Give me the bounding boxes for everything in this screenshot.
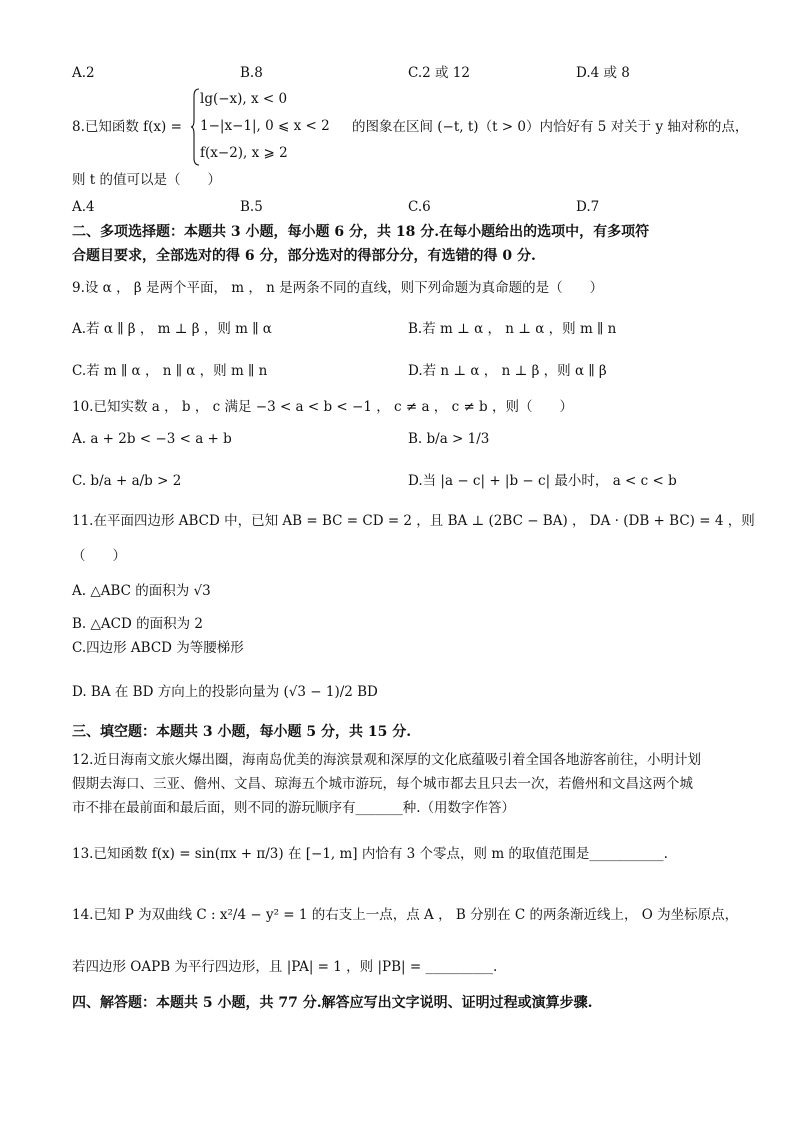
q8-line2: 则 t 的值可以是（ ） (72, 172, 222, 188)
q7-option-a: A.2 (72, 65, 95, 81)
q9-stem: 9.设 α ， β 是两个平面， m ， n 是两条不同的直线，则下列命题为真命题的是（ ） (72, 280, 604, 296)
q7-option-b: B.8 (240, 65, 263, 81)
q9-option-b: B.若 m ⊥ α ， n ⊥ α ，则 m ∥ n (408, 321, 617, 337)
q10-option-b: B. b/a > 1/3 (408, 431, 490, 447)
q8-option-d: D.7 (576, 199, 600, 215)
q9-option-c: C.若 m ∥ α ， n ∥ α ，则 m ∥ n (72, 363, 268, 379)
q8-piece-2: 1−|x−1|, 0 ⩽ x < 2 (200, 118, 330, 134)
q7-option-d: D.4 或 8 (576, 65, 630, 81)
section2-heading-line2: 合题目要求，全部选对的得 6 分，部分选对的得部分分，有选错的得 0 分. (72, 248, 536, 264)
q11-stem: 11.在平面四边形 ABCD 中，已知 AB = BC = CD = 2 ，且 BA ⊥ (2BC − BA) ， DA · (DB + BC) = 4 ，则 (72, 513, 755, 529)
section3-heading: 三、填空题：本题共 3 小题，每小题 5 分，共 15 分. (72, 724, 412, 740)
q11-paren: （ ） (72, 548, 126, 564)
q11-option-c: C.四边形 ABCD 为等腰梯形 (72, 640, 244, 656)
q8-piece-1: lg(−x), x < 0 (200, 91, 288, 107)
q8-suffix: 的图象在区间 (−t, t)（t > 0）内恰好有 5 对关于 y 轴对称的点， (352, 119, 749, 135)
section4-heading: 四、解答题：本题共 5 小题，共 77 分.解答应写出文字说明、证明过程或演算步骤. (72, 995, 593, 1011)
q8-option-a: A.4 (72, 199, 95, 215)
q14-line1: 14.已知 P 为双曲线 C : x²/4 − y² = 1 的右支上一点，点 A ， B 分别在 C 的两条渐近线上， O 为坐标原点， (72, 907, 739, 923)
q10-option-c: C. b/a + a/b > 2 (72, 473, 182, 489)
q9-option-a: A.若 α ∥ β ， m ⊥ β ，则 m ∥ α (72, 321, 272, 337)
q8-option-c: C.6 (408, 199, 431, 215)
q10-option-a: A. a + 2b < −3 < a + b (72, 431, 232, 447)
q12-line3: 市不排在最前面和最后面，则不同的游玩顺序有_______种.（用数字作答） (72, 800, 516, 816)
section2-heading-line1: 二、多项选择题：本题共 3 小题，每小题 6 分，共 18 分.在每小题给出的选项中，有多项符 (72, 224, 650, 240)
q9-option-d: D.若 n ⊥ α ， n ⊥ β ，则 α ∥ β (408, 363, 607, 379)
q13-text: 13.已知函数 f(x) = sin(πx + π/3) 在 [−1, m] 内恰有 3 个零点，则 m 的取值范围是___________. (72, 846, 668, 862)
q12-line2: 假期去海口、三亚、儋州、文昌、琼海五个城市游玩，每个城市都去且只去一次，若儋州和文昌这两个城 (72, 776, 693, 792)
q8-option-b: B.5 (240, 199, 263, 215)
q10-stem: 10.已知实数 a ， b ， c 满足 −3 < a < b < −1 ， c ≠ a ， c ≠ b ，则（ ） (72, 399, 573, 415)
q14-line2: 若四边形 OAPB 为平行四边形，且 |PA| = 1 ，则 |PB| = __________. (72, 959, 498, 975)
q11-option-b: B. △ACD 的面积为 2 (72, 616, 203, 632)
q11-option-d: D. BA 在 BD 方向上的投影向量为 (√3 − 1)/2 BD (72, 684, 378, 700)
q8-prefix: 8.已知函数 f(x) = (72, 119, 182, 135)
q10-option-d: D.当 |a − c| + |b − c| 最小时， a < c < b (408, 473, 677, 489)
q7-option-c: C.2 或 12 (408, 65, 470, 81)
q11-option-a: A. △ABC 的面积为 √3 (72, 583, 211, 599)
piecewise-brace (190, 88, 200, 166)
q12-line1: 12.近日海南文旅火爆出圈，海南岛优美的海滨景观和深厚的文化底蕴吸引着全国各地游客前往，小明计划 (72, 752, 701, 768)
q8-piece-3: f(x−2), x ⩾ 2 (200, 145, 288, 161)
